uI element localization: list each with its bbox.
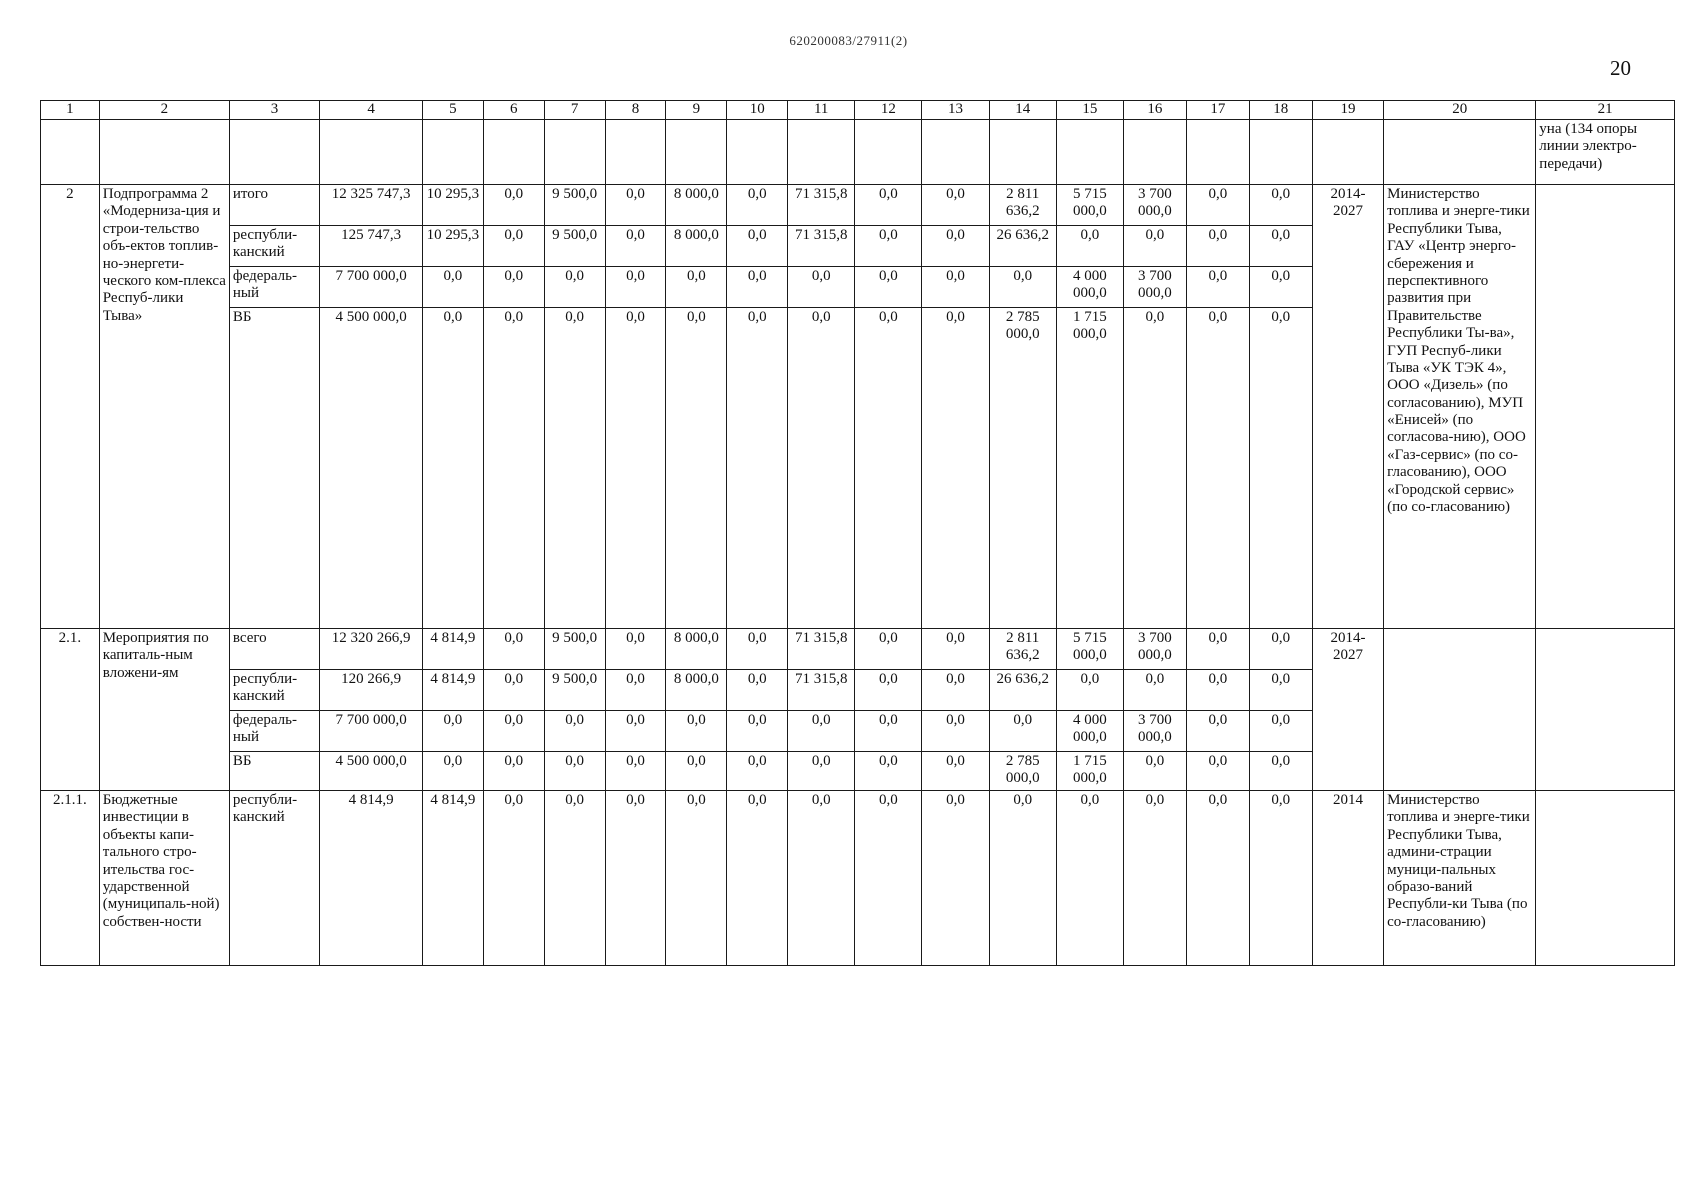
amount-cell: 12 325 747,3 [320, 185, 423, 226]
amount-cell: 0,0 [1249, 670, 1312, 711]
amount-cell: 0,0 [483, 226, 544, 267]
amount-cell: 0,0 [727, 267, 788, 308]
amount-cell: 0,0 [422, 308, 483, 629]
amount-cell: 0,0 [727, 185, 788, 226]
amount-cell: 0,0 [989, 711, 1056, 752]
funding-source: ВБ [229, 308, 319, 629]
amount-cell: 4 000 000,0 [1056, 711, 1123, 752]
amount-cell: 0,0 [1249, 267, 1312, 308]
column-number-header: 2 [99, 101, 229, 120]
amount-cell: 1 715 000,0 [1056, 752, 1123, 791]
amount-cell: 10 295,3 [422, 185, 483, 226]
table-body [41, 101, 1675, 966]
amount-cell: 0,0 [483, 185, 544, 226]
amount-cell: 0,0 [483, 711, 544, 752]
amount-cell: 0,0 [1056, 791, 1123, 966]
amount-cell: 2 785 000,0 [989, 752, 1056, 791]
amount-cell: 0,0 [1123, 791, 1186, 966]
continuation-row [41, 120, 1675, 185]
amount-cell: 0,0 [922, 185, 989, 226]
amount-cell: 0,0 [483, 752, 544, 791]
amount-cell: 8 000,0 [666, 185, 727, 226]
amount-cell: 3 700 000,0 [1123, 185, 1186, 226]
empty-cell [1249, 120, 1312, 185]
amount-cell: 0,0 [666, 308, 727, 629]
amount-cell: 8 000,0 [666, 226, 727, 267]
amount-cell: 71 315,8 [788, 185, 855, 226]
empty-cell [320, 120, 423, 185]
document-code: 620200083/27911(2) [789, 33, 908, 48]
amount-cell: 26 636,2 [989, 670, 1056, 711]
funding-source: республи-канский [229, 791, 319, 966]
amount-cell: 2 785 000,0 [989, 308, 1056, 629]
amount-cell: 0,0 [1123, 308, 1186, 629]
funding-source: республи-канский [229, 226, 319, 267]
column-number-header: 16 [1123, 101, 1186, 120]
item-name: Мероприятия по капиталь-ным вложени-ям [99, 629, 229, 791]
amount-cell: 4 814,9 [422, 791, 483, 966]
amount-cell: 0,0 [855, 791, 922, 966]
column-number-header: 4 [320, 101, 423, 120]
amount-cell: 0,0 [1123, 226, 1186, 267]
empty-cell [1536, 185, 1675, 629]
funding-source: ВБ [229, 752, 319, 791]
amount-cell: 0,0 [666, 267, 727, 308]
amount-cell: 0,0 [1186, 185, 1249, 226]
amount-cell: 5 715 000,0 [1056, 629, 1123, 670]
amount-cell: 0,0 [1056, 670, 1123, 711]
amount-cell: 120 266,9 [320, 670, 423, 711]
amount-cell: 0,0 [727, 752, 788, 791]
amount-cell: 0,0 [1249, 308, 1312, 629]
amount-cell: 7 700 000,0 [320, 711, 423, 752]
empty-cell [483, 120, 544, 185]
column-number-header: 6 [483, 101, 544, 120]
empty-cell [1536, 791, 1675, 966]
amount-cell: 0,0 [605, 185, 666, 226]
amount-cell: 4 500 000,0 [320, 308, 423, 629]
amount-cell: 0,0 [1186, 226, 1249, 267]
period-cell: 2014 [1312, 791, 1383, 966]
amount-cell: 0,0 [1249, 226, 1312, 267]
amount-cell: 0,0 [855, 226, 922, 267]
amount-cell: 0,0 [989, 267, 1056, 308]
amount-cell: 10 295,3 [422, 226, 483, 267]
column-number-header: 1 [41, 101, 100, 120]
amount-cell: 0,0 [855, 670, 922, 711]
executor-cell: Министерство топлива и энерге-тики Республики Тыва, админи-страции муници-пальных образо-ваний Республи-ки Тыва (по со-гласованию) [1384, 791, 1536, 966]
amount-cell: 0,0 [605, 711, 666, 752]
column-number-header: 15 [1056, 101, 1123, 120]
empty-cell [41, 120, 100, 185]
column-number-header: 21 [1536, 101, 1675, 120]
amount-cell: 0,0 [483, 308, 544, 629]
empty-cell [544, 120, 605, 185]
amount-cell: 0,0 [788, 267, 855, 308]
funding-source: республи-канский [229, 670, 319, 711]
amount-cell: 26 636,2 [989, 226, 1056, 267]
empty-cell [1186, 120, 1249, 185]
amount-cell: 9 500,0 [544, 629, 605, 670]
table-row [41, 629, 1675, 670]
amount-cell: 0,0 [605, 629, 666, 670]
amount-cell: 0,0 [1186, 711, 1249, 752]
amount-cell: 4 814,9 [320, 791, 423, 966]
amount-cell: 0,0 [666, 791, 727, 966]
amount-cell: 0,0 [727, 629, 788, 670]
amount-cell: 0,0 [1249, 629, 1312, 670]
amount-cell: 4 814,9 [422, 670, 483, 711]
amount-cell: 0,0 [788, 711, 855, 752]
amount-cell: 0,0 [1123, 670, 1186, 711]
amount-cell: 0,0 [544, 267, 605, 308]
amount-cell: 0,0 [855, 308, 922, 629]
funding-source: федераль-ный [229, 711, 319, 752]
amount-cell: 0,0 [483, 629, 544, 670]
column-number-header: 7 [544, 101, 605, 120]
amount-cell: 0,0 [989, 791, 1056, 966]
amount-cell: 3 700 000,0 [1123, 711, 1186, 752]
item-number: 2.1.1. [41, 791, 100, 966]
amount-cell: 0,0 [544, 308, 605, 629]
amount-cell: 0,0 [1186, 752, 1249, 791]
amount-cell: 71 315,8 [788, 670, 855, 711]
amount-cell: 0,0 [666, 711, 727, 752]
amount-cell: 9 500,0 [544, 185, 605, 226]
amount-cell: 8 000,0 [666, 629, 727, 670]
amount-cell: 0,0 [727, 308, 788, 629]
column-number-header: 14 [989, 101, 1056, 120]
amount-cell: 0,0 [605, 308, 666, 629]
amount-cell: 0,0 [1186, 670, 1249, 711]
funding-source: итого [229, 185, 319, 226]
amount-cell: 0,0 [605, 752, 666, 791]
empty-cell [99, 120, 229, 185]
amount-cell: 0,0 [1249, 791, 1312, 966]
amount-cell: 0,0 [855, 629, 922, 670]
amount-cell: 0,0 [605, 670, 666, 711]
period-cell: 2014-2027 [1312, 629, 1383, 791]
amount-cell: 0,0 [1249, 752, 1312, 791]
amount-cell: 125 747,3 [320, 226, 423, 267]
column-number-header: 3 [229, 101, 319, 120]
amount-cell: 4 814,9 [422, 629, 483, 670]
column-number-header: 17 [1186, 101, 1249, 120]
amount-cell: 2 811 636,2 [989, 629, 1056, 670]
amount-cell: 0,0 [1056, 226, 1123, 267]
program-table [40, 100, 1675, 966]
column-number-header: 8 [605, 101, 666, 120]
amount-cell: 0,0 [483, 791, 544, 966]
funding-source: федераль-ный [229, 267, 319, 308]
amount-cell: 0,0 [922, 226, 989, 267]
empty-cell [855, 120, 922, 185]
amount-cell: 0,0 [544, 711, 605, 752]
empty-cell [788, 120, 855, 185]
empty-cell [666, 120, 727, 185]
amount-cell: 0,0 [855, 267, 922, 308]
page-number: 20 [1610, 56, 1631, 80]
funding-source: всего [229, 629, 319, 670]
amount-cell: 0,0 [855, 752, 922, 791]
empty-cell [989, 120, 1056, 185]
amount-cell: 0,0 [922, 752, 989, 791]
empty-cell [922, 120, 989, 185]
empty-cell [1384, 120, 1536, 185]
amount-cell: 3 700 000,0 [1123, 629, 1186, 670]
amount-cell: 0,0 [1186, 629, 1249, 670]
continuation-note: уна (134 опоры линии электро-передачи) [1536, 120, 1675, 185]
amount-cell: 71 315,8 [788, 629, 855, 670]
amount-cell: 9 500,0 [544, 670, 605, 711]
amount-cell: 0,0 [1249, 185, 1312, 226]
amount-cell: 0,0 [922, 670, 989, 711]
amount-cell: 0,0 [544, 791, 605, 966]
empty-cell [1312, 120, 1383, 185]
amount-cell: 0,0 [1186, 791, 1249, 966]
amount-cell: 3 700 000,0 [1123, 267, 1186, 308]
amount-cell: 0,0 [727, 711, 788, 752]
amount-cell: 1 715 000,0 [1056, 308, 1123, 629]
amount-cell: 0,0 [788, 752, 855, 791]
item-name: Подпрограмма 2 «Модерниза-ция и строи-тельство объ-ектов топлив-но-энергети-ческого ком-плекса Респуб-лики Тыва» [99, 185, 229, 629]
amount-cell: 0,0 [1186, 267, 1249, 308]
header-row [41, 101, 1675, 120]
executor-cell [1384, 629, 1536, 791]
amount-cell: 0,0 [1123, 752, 1186, 791]
executor-cell: Министерство топлива и энерге-тики Республики Тыва, ГАУ «Центр энерго-сбережения и перспективного развития при Правительстве Республики Ты-ва», ГУП Респуб-лики Тыва «УК ТЭК 4», ООО «Дизель» (по согласованию), МУП «Енисей» (по согласова-нию), ООО «Газ-сервис» (по со-гласованию), ООО «Городской сервис» (по со-гласованию) [1384, 185, 1536, 629]
amount-cell: 0,0 [855, 185, 922, 226]
empty-cell [1536, 629, 1675, 791]
amount-cell: 71 315,8 [788, 226, 855, 267]
column-number-header: 11 [788, 101, 855, 120]
amount-cell: 9 500,0 [544, 226, 605, 267]
amount-cell: 0,0 [544, 752, 605, 791]
amount-cell: 0,0 [855, 711, 922, 752]
column-number-header: 5 [422, 101, 483, 120]
column-number-header: 19 [1312, 101, 1383, 120]
amount-cell: 0,0 [422, 752, 483, 791]
item-number: 2 [41, 185, 100, 629]
column-number-header: 9 [666, 101, 727, 120]
empty-cell [1123, 120, 1186, 185]
amount-cell: 0,0 [922, 308, 989, 629]
amount-cell: 0,0 [483, 267, 544, 308]
table-row [41, 791, 1675, 966]
amount-cell: 0,0 [788, 308, 855, 629]
amount-cell: 0,0 [422, 711, 483, 752]
column-number-header: 18 [1249, 101, 1312, 120]
column-number-header: 10 [727, 101, 788, 120]
period-cell: 2014-2027 [1312, 185, 1383, 629]
column-number-header: 13 [922, 101, 989, 120]
empty-cell [727, 120, 788, 185]
amount-cell: 5 715 000,0 [1056, 185, 1123, 226]
amount-cell: 0,0 [605, 267, 666, 308]
column-number-header: 20 [1384, 101, 1536, 120]
empty-cell [605, 120, 666, 185]
amount-cell: 0,0 [1186, 308, 1249, 629]
amount-cell: 0,0 [727, 670, 788, 711]
empty-cell [422, 120, 483, 185]
amount-cell: 12 320 266,9 [320, 629, 423, 670]
empty-cell [229, 120, 319, 185]
amount-cell: 0,0 [483, 670, 544, 711]
amount-cell: 0,0 [605, 791, 666, 966]
amount-cell: 0,0 [922, 711, 989, 752]
amount-cell: 0,0 [922, 629, 989, 670]
amount-cell: 0,0 [605, 226, 666, 267]
amount-cell: 7 700 000,0 [320, 267, 423, 308]
item-name: Бюджетные инвестиции в объекты капи-тального стро-ительства гос-ударственной (муниципаль-ной) собствен-ности [99, 791, 229, 966]
empty-cell [1056, 120, 1123, 185]
amount-cell: 4 000 000,0 [1056, 267, 1123, 308]
item-number: 2.1. [41, 629, 100, 791]
amount-cell: 4 500 000,0 [320, 752, 423, 791]
amount-cell: 0,0 [922, 791, 989, 966]
amount-cell: 2 811 636,2 [989, 185, 1056, 226]
amount-cell: 0,0 [1249, 711, 1312, 752]
table-row [41, 185, 1675, 226]
amount-cell: 0,0 [666, 752, 727, 791]
amount-cell: 0,0 [922, 267, 989, 308]
amount-cell: 8 000,0 [666, 670, 727, 711]
amount-cell: 0,0 [727, 226, 788, 267]
column-number-header: 12 [855, 101, 922, 120]
amount-cell: 0,0 [788, 791, 855, 966]
amount-cell: 0,0 [422, 267, 483, 308]
amount-cell: 0,0 [727, 791, 788, 966]
